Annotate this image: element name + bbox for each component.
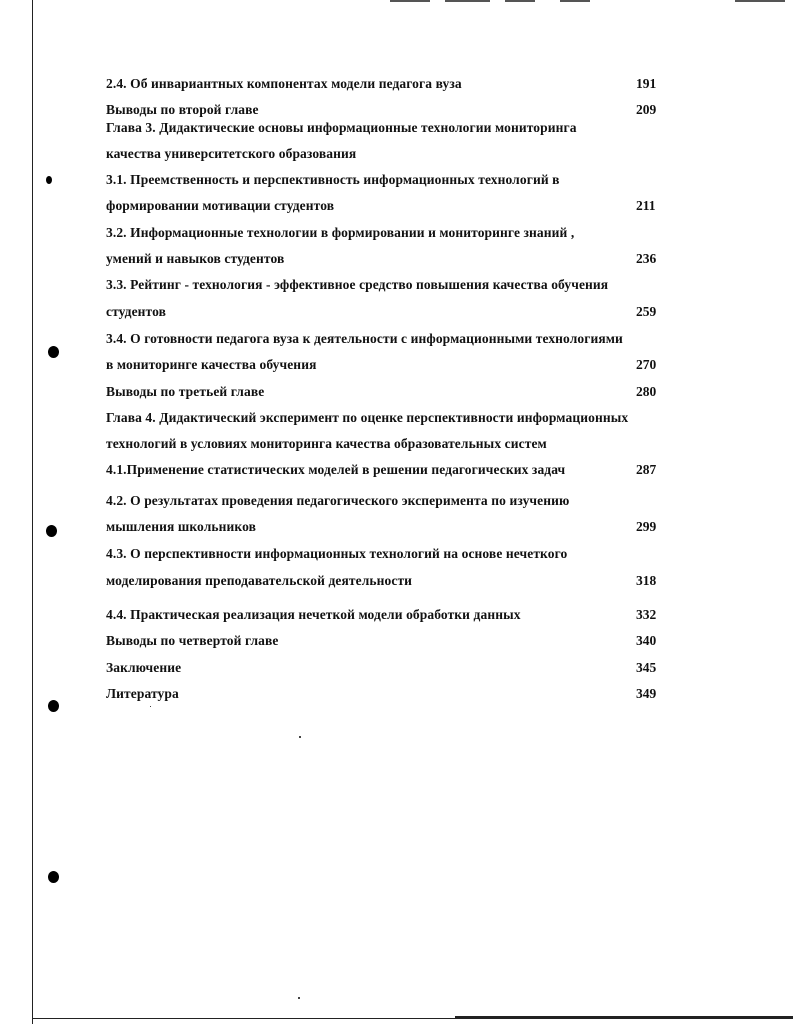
toc-line: Глава 4. Дидактический эксперимент по оценке перспективности информационных (106, 410, 629, 425)
toc-line: 3.3. Рейтинг - технология - эффективное средство повышения качества обучения (106, 277, 609, 292)
toc-line: 4.1.Применение статистических моделей в решении педагогических задач (106, 462, 566, 477)
toc-line: технологий в условиях мониторинга качества образовательных систем (106, 436, 547, 451)
toc-page-number: 340 (636, 633, 657, 648)
speck (298, 997, 300, 999)
punch-hole (48, 871, 59, 883)
toc-page-number: 345 (636, 660, 657, 675)
speck (150, 706, 151, 707)
toc-line: Глава 3. Дидактические основы информационные технологии мониторинга (106, 120, 577, 135)
toc-line: 4.4. Практическая реализация нечеткой модели обработки данных (106, 607, 521, 622)
toc-line: формировании мотивации студентов (106, 198, 335, 213)
toc-page-number: 349 (636, 686, 657, 701)
punch-hole (48, 700, 59, 712)
toc-line: 4.3. О перспективности информационных технологий на основе нечеткого (106, 546, 568, 561)
toc-line: 3.4. О готовности педагога вуза к деятельности с информационными технологиями (106, 331, 623, 346)
toc-page-number: 318 (636, 573, 657, 588)
toc-line: Литература (106, 686, 179, 701)
toc-line: мышления школьников (106, 519, 256, 534)
toc-line: Выводы по второй главе (106, 102, 259, 117)
toc-page-number: 270 (636, 357, 657, 372)
toc-page-number: 280 (636, 384, 657, 399)
toc-line: Выводы по четвертой главе (106, 633, 279, 648)
toc-page-number: 191 (636, 76, 657, 91)
toc-line: умений и навыков студентов (106, 251, 285, 266)
toc-line: моделирования преподавательской деятельности (106, 573, 413, 588)
speck (299, 736, 301, 738)
punch-hole (46, 525, 57, 537)
toc-page-number: 332 (636, 607, 657, 622)
top-scan-mark (390, 0, 430, 2)
toc-line: Выводы по третьей главе (106, 384, 265, 399)
toc-line: 3.2. Информационные технологии в формировании и мониторинге знаний , (106, 225, 575, 240)
bottom-scan-edge-thick (455, 1016, 793, 1019)
top-scan-mark (445, 0, 490, 2)
toc-line: 2.4. Об инвариантных компонентах модели педагога вуза (106, 76, 462, 91)
toc-line: студентов (106, 304, 167, 319)
top-scan-mark (735, 0, 785, 2)
toc-page-number: 209 (636, 102, 657, 117)
toc-page-number: 211 (636, 198, 656, 213)
toc-line: 4.2. О результатах проведения педагогического эксперимента по изучению (106, 493, 570, 508)
toc-line: 3.1. Преемственность и перспективность информационных технологий в (106, 172, 560, 187)
punch-hole (48, 346, 59, 358)
toc-line: Заключение (106, 660, 182, 675)
top-scan-mark (560, 0, 590, 2)
toc-page-number: 299 (636, 519, 657, 534)
toc-page-number: 236 (636, 251, 657, 266)
punch-hole (46, 176, 52, 184)
left-scan-edge (32, 0, 33, 1024)
toc-line: в мониторинге качества обучения (106, 357, 317, 372)
toc-line: качества университетского образования (106, 146, 357, 161)
toc-page-number: 259 (636, 304, 657, 319)
top-scan-mark (505, 0, 535, 2)
toc-page-number: 287 (636, 462, 657, 477)
